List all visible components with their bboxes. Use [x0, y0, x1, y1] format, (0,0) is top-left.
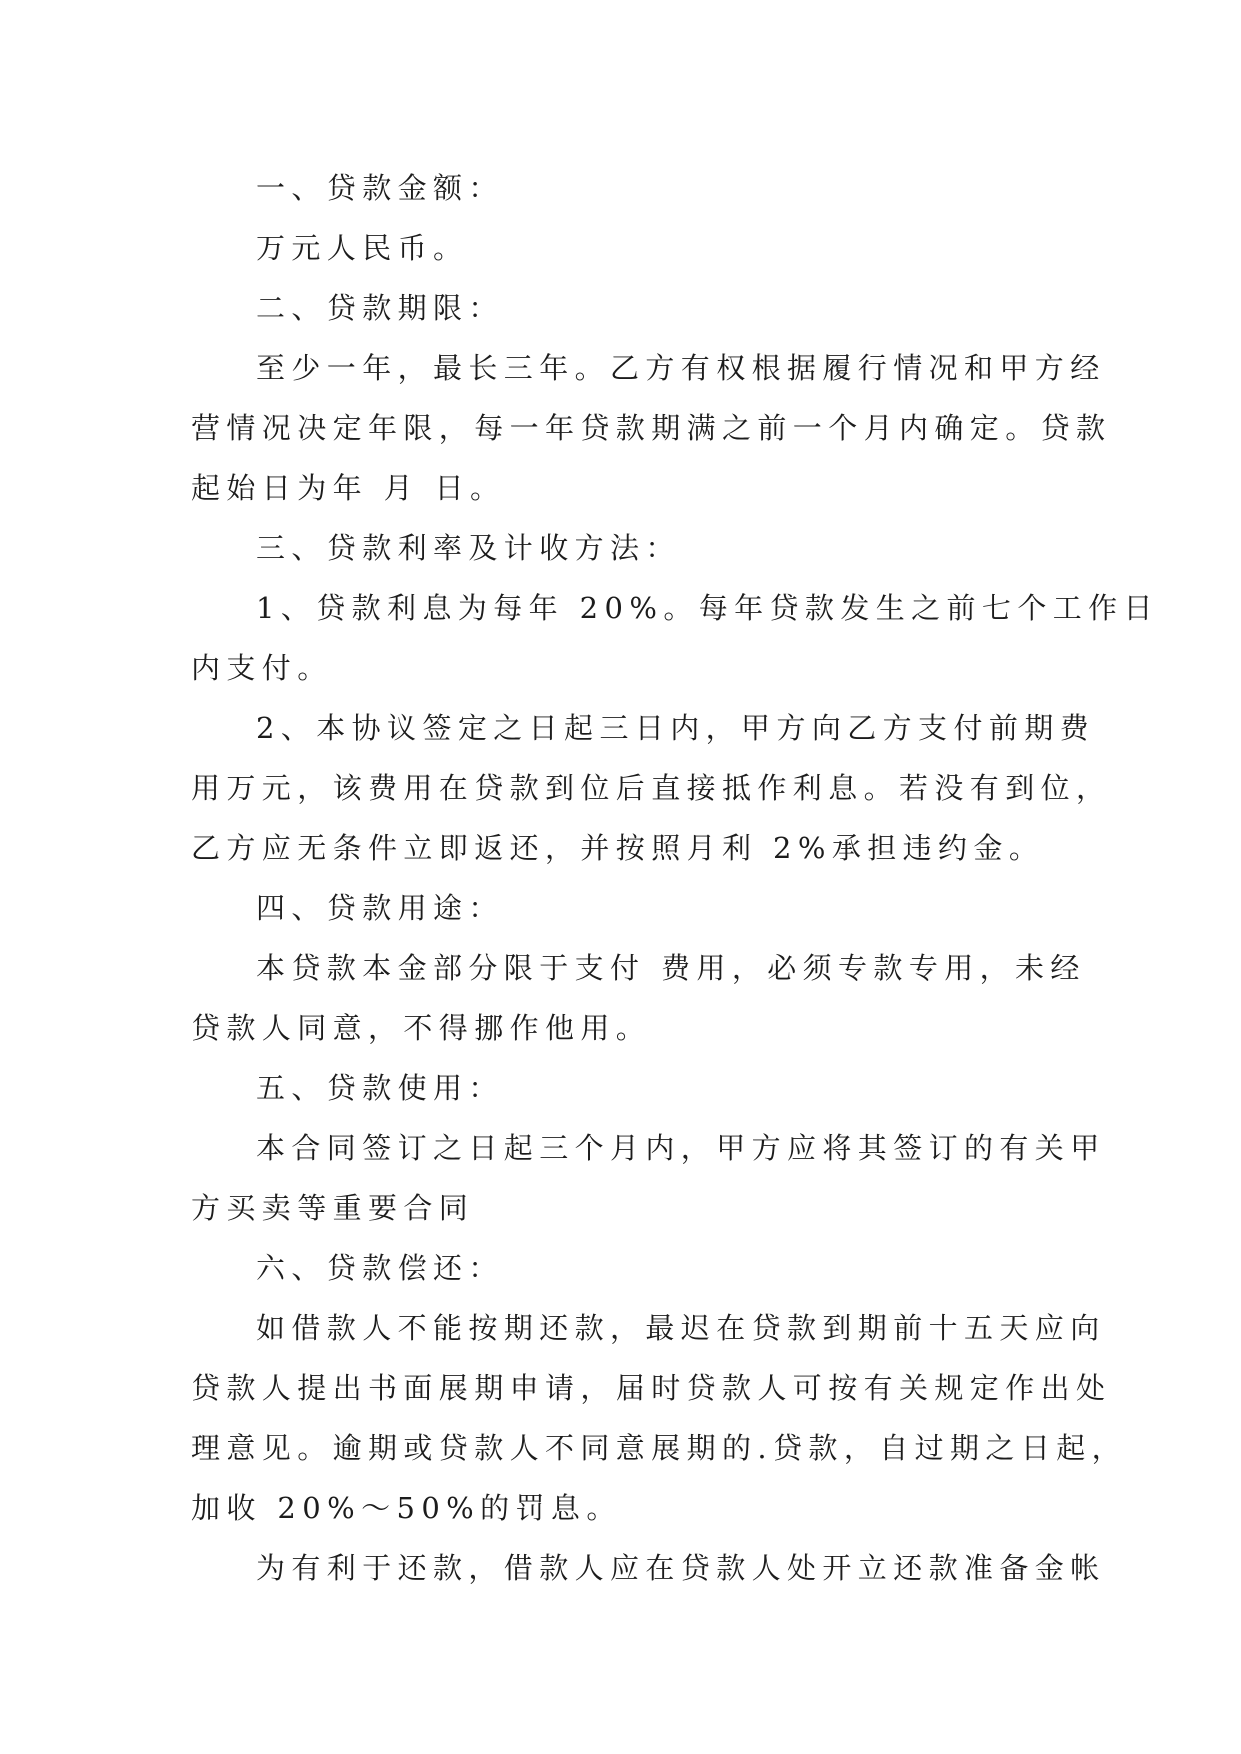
section-heading-loan-use: 五、贷款使用：: [256, 1071, 504, 1105]
paragraph-line: 理意见。逾期或贷款人不同意展期的.贷款，自过期之日起，: [191, 1431, 1128, 1465]
paragraph-line: 为有利于还款，借款人应在贷款人处开立还款准备金帐: [256, 1551, 1106, 1585]
paragraph-line: 营情况决定年限，每一年贷款期满之前一个月内确定。贷款: [191, 411, 1112, 445]
paragraph-line: 1、贷款利息为每年 20%。每年贷款发生之前七个工作日: [256, 591, 1159, 625]
paragraph-line: 起始日为年 月 日。: [191, 471, 506, 505]
section-heading-loan-purpose: 四、贷款用途：: [256, 891, 504, 925]
section-heading-loan-amount: 一、贷款金额：: [256, 171, 504, 205]
paragraph-line: 贷款人同意，不得挪作他用。: [191, 1011, 652, 1045]
paragraph-line: 如借款人不能按期还款，最迟在贷款到期前十五天应向: [256, 1311, 1106, 1345]
paragraph-line: 贷款人提出书面展期申请，届时贷款人可按有关规定作出处: [191, 1371, 1112, 1405]
paragraph-line: 乙方应无条件立即返还，并按照月利 2%承担违约金。: [191, 831, 1045, 865]
paragraph-line: 至少一年，最长三年。乙方有权根据履行情况和甲方经: [256, 351, 1106, 385]
paragraph-line: 用万元，该费用在贷款到位后直接抵作利息。若没有到位，: [191, 771, 1112, 805]
paragraph-line: 方买卖等重要合同: [191, 1191, 475, 1225]
paragraph-line: 本合同签订之日起三个月内，甲方应将其签订的有关甲: [256, 1131, 1106, 1165]
paragraph-line: 内支付。: [191, 651, 333, 685]
paragraph-line: 万元人民币。: [256, 231, 469, 265]
paragraph-line: 加收 20%～50%的罚息。: [191, 1491, 622, 1525]
section-heading-interest-rate: 三、贷款利率及计收方法：: [256, 531, 681, 565]
paragraph-line: 本贷款本金部分限于支付 费用，必须专款专用，未经: [256, 951, 1086, 985]
section-heading-loan-term: 二、贷款期限：: [256, 291, 504, 325]
paragraph-line: 2、本协议签定之日起三日内，甲方向乙方支付前期费: [256, 711, 1096, 745]
section-heading-loan-repayment: 六、贷款偿还：: [256, 1251, 504, 1285]
